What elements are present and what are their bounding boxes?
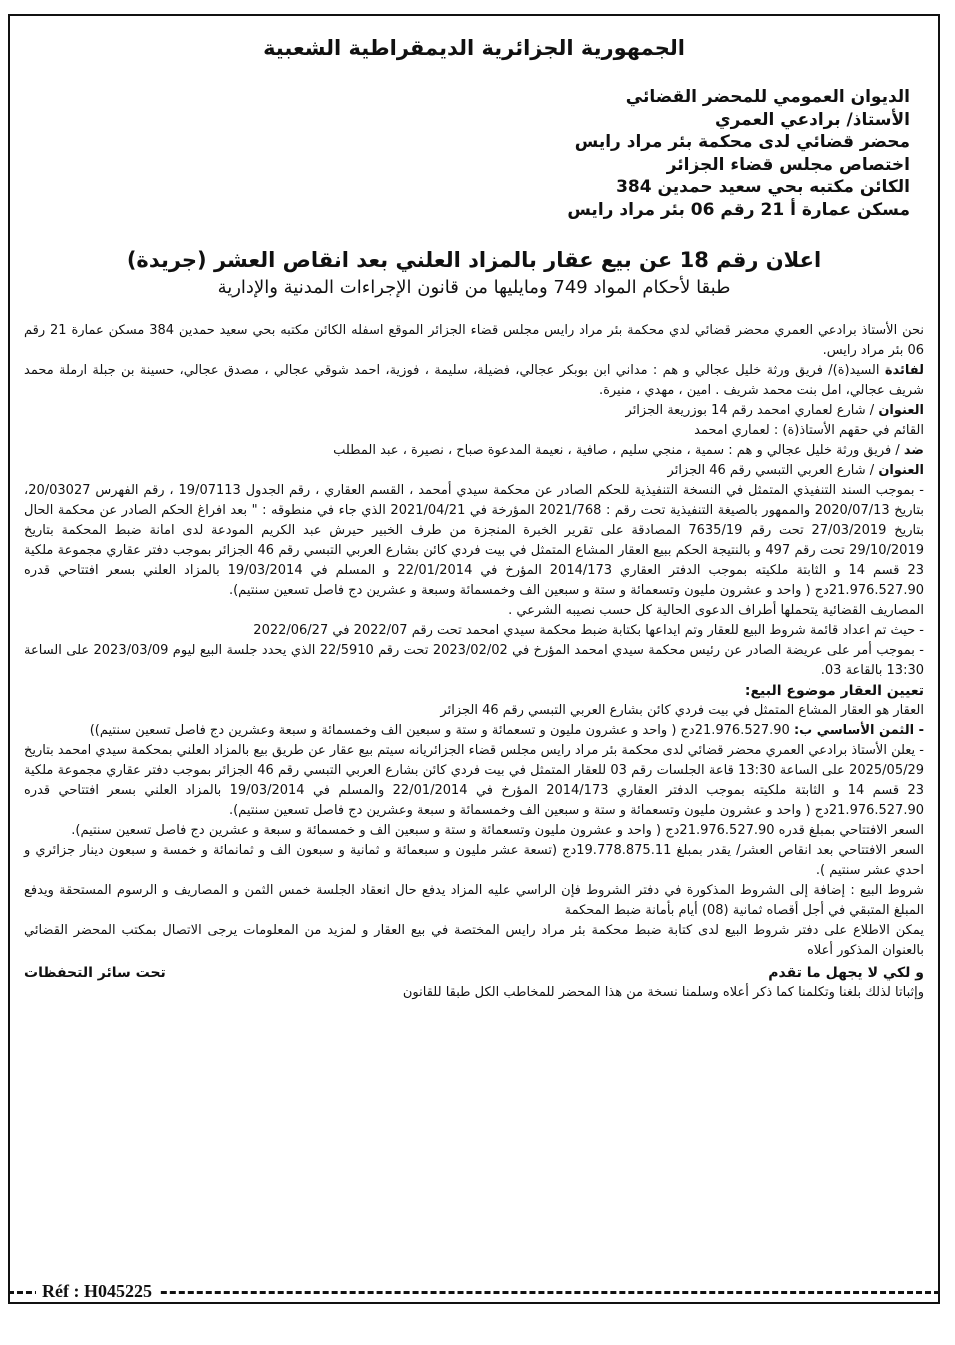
address-label: العنوان [878, 463, 924, 478]
document-content [24, 16, 924, 1302]
property-paragraph: العقار هو العقار المشاع المتمثل في بيت فردي كائن بشارع العربي التبسي رقم 46 الجزائر [440, 703, 924, 718]
republic-heading: الجمهورية الجزائرية الديمقراطية الشعبية [263, 36, 685, 60]
consultation-paragraph: يمكن الاطلاع على دفتر شروط البيع لدى كتابة ضبط محكمة بئر مراد رايس المختصة في بيع العقار و لمزيد من المعلومات يرجى الاتصال بمكتب المحضر القضائي بالعنوان المذكور أعلاه [24, 923, 924, 958]
announcement-subtitle: طبقا لأحكام المواد 749 ومايليها من قانون الإجراءات المدنية والإدارية [217, 277, 731, 298]
beneficiary-text: السيد(ة)/ فريق ورثة خليل عجالي و هم : مداني ابن بوبكر عجالي، فضيلة، سليمة ، فوزية، احمد شوقي عجالي ، مصدق عجالي، حسينة بن جبلة ارملة محمد شريف عجالي، امل بنت محمد شريف . امين ، مهدي ، منيرة. [24, 363, 924, 398]
sale-conditions-paragraph: شروط البيع : إضافة إلى الشروط المذكورة في دفتر الشروط فإن الراسي عليه المزاد يدفع حال انعقاد الجلسة خمس الثمن و المصاريف و الرسوم المستحقة ويدفع المبلغ المتبقي في أجل أقصاه ثمانية (08) أيام بأمانة ضبط المحكمة [24, 883, 924, 918]
announcement-body [24, 321, 924, 1003]
header-line: محضر قضائي لدى محكمة بئر مراد رايس [574, 132, 910, 152]
header-line: مسكن عمارة أ 21 رقم 06 بئر مراد رايس [567, 199, 910, 220]
address-text: / شارع العربي التبسي رقم 46 الجزائر [667, 463, 875, 478]
reduced-price-paragraph: السعر الافتتاحي بعد انقاص العشر/ يقدر بمبلغ 19.778.875.11دج (تسعة عشر مليون و سبعمائة و ثمانية و سبعون الف و ثمانمائة و خمسة و سبعون دينار جزائري و احدي عشر سنتيم ). [24, 843, 924, 878]
base-price-text: 21.976.527.90دج ( واحد و عشرون مليون و تسعمائة و ستة و سبعين الف وخمسمائة و سبعة وعشرين دج فاصل تسعين سنتيم)) [89, 723, 790, 738]
header-line: الديوان العمومي للمحضر القضائي [625, 87, 910, 107]
against-text: / فريق ورثة خليل عجالي و هم : سمية ، منجي سليم ، صافية ، نعيمة المدعوة صباح ، نصيرة ، عبد المطلب [333, 443, 900, 458]
header-line: الأستاذ/ برادعي العمري [715, 109, 910, 130]
reference-number: Réf : H045225 [36, 1281, 158, 1302]
intro-paragraph: نحن الأستاذ برادعي العمري محضر قضائي لدي محكمة بئر مراد رايس مجلس قضاء الجزائر الموقع اسفله الكائن مكتبه بحي سعيد حمدين 384 مسكن عمارة 21 رقم 06 بئر مراد رايس. [24, 323, 924, 358]
property-subheading: تعيين العقار موضوع البيع: [744, 683, 924, 699]
order-paragraph: - بموجب أمر على عريضة الصادر عن رئيس محكمة سيدي امحمد المؤرخ في 2023/02/02 تحت رقم 22/5910 الذي يحدد جلسة البيع ليوم 2023/03/09 على الساعة 13:30 بالقاعة 03. [24, 643, 924, 678]
opening-price-paragraph: السعر الافتتاحي بمبلغ قدره 21.976.527.90دج ( واحد و عشرون مليون وتسعمائة و ستة و سبعين الف و خمسمائة و سبعة و عشرين دج فاصل تسعين سنتيم). [71, 823, 924, 838]
against-paragraph [24, 441, 924, 461]
against-label: ضد [903, 443, 924, 458]
announcement-title: اعلان رقم 18 عن بيع عقار بالمزاد العلني بعد انقاص العشر (جريدة) [126, 248, 822, 272]
final-paragraph: وإثباتا لذلك بلغنا وتكلمنا كما ذكر أعلاه وسلمنا نسخة من هذا المحضر للمخاطب الكل طبقا للقانون [402, 985, 924, 1000]
sale-announcement-paragraph: - يعلن الأستاذ برادعي العمري محضر قضائي لدى محكمة بئر مراد رايس مجلس قضاء الجزائريانه سيتم بيع عقار عن طريق بيع بالمزاد العلني بمحكمة سيدي امحمد بتاريخ 2025/05/29 على الساعة 13:30 قاعة الجلسات رقم 03 للعقار المتمثل في بيت فردي كائن بشارع العربي التبسي رقم 46 الجزائر بموجب دفتر عقاري مجموعة ملكية 23 قسم 14 و الثابتة ملكيته بموجب الدفتر العقاري 2014/173 المؤرخ في 22/01/2014 والمسلم في 19/03/2014 بالمزاد العلني بسعر افتتاحي قدره 21.976.527.90دج ( واحد و عشرون مليون وتسعمائة و ستة و سبعين الف وخمسمائة و سبعة وعشرين دج فاصل تسعين سنتيم). [24, 743, 925, 818]
judgment-paragraph: - بموجب السند التنفيذي المتمثل في النسخة التنفيذية للحكم الصادر عن محكمة سيدي أمحمد ، القسم العقاري ، رقم الجدول 19/07113 ، رقم الفهرس 20/03027، بتاريخ 2020/07/13 والممهور بالصيغة التنفيذية تحت رقم : 2021/768 المؤرخة في 2021/04/21 الذي جاء في منطوقه : " بعد افراغ الحكم الصادر عن محكمة الحال بتاريخ 27/03/2019 تحت رقم 7635/19 المصادقة على تقرير الخبرة المنجزة من طرف الخبير حيرش عبد الكريم المودعة لدى امانة ضبط المحكمة بتاريخ 29/10/2019 تحت رقم 497 و بالنتيجة الحكم ببيع العقار المشاع المتمثل في بيت فردي كائن بشارع العربي التبسي رقم 46 الجزائر بموجب دفتر عقاري مجموعة ملكية 23 قسم 14 و الثابتة ملكيته بموجب الدفتر العقاري 2014/173 المؤرخ في 22/01/2014 و المسلم في 19/03/2014 بالمزاد العلني بسعر افتتاحي قدره 21.976.527.90دج ( واحد و عشرون مليون وتسعمائة و ستة و سبعين الف وخمسمائة وسبعة و عشرين دج فاصل تسعين سنتيم). [24, 483, 925, 598]
reservations-notice: تحت سائر التحفظات [24, 965, 166, 981]
base-price-paragraph [24, 721, 924, 741]
beneficiary-paragraph [24, 361, 924, 401]
beneficiary-label: لفائدة [884, 363, 924, 378]
address-paragraph [24, 461, 924, 481]
header-line: اختصاص مجلس قضاء الجزائر [666, 154, 910, 175]
closing-row [24, 963, 924, 983]
bailiff-header [24, 86, 924, 221]
base-price-label: - الثمن الأساسي ب: [793, 723, 924, 738]
document-frame [8, 14, 940, 1304]
announcement-title-block [24, 245, 924, 301]
closing-notice: و لكي لا يجهل ما تقدم [768, 965, 924, 981]
header-line: الكائن مكتبه بحي سعيد حمدين 384 [616, 177, 910, 197]
address-text: / شارع لعماري امحمد رقم 14 بوزريعة الجزائر [625, 403, 875, 418]
costs-paragraph: المصاريف القضائية يتحملها أطراف الدعوى الحالية كل حسب نصيبه الشرعي . [508, 603, 924, 618]
address-paragraph [24, 401, 924, 421]
representative-paragraph: القائم في حقهم الأستاذ(ة) : لعماري امحمد [694, 423, 924, 438]
conditions-list-paragraph: - حيث تم اعداد قائمة شروط البيع للعقار وتم ايداعها بكتابة ضبط محكمة سيدي امحمد تحت رقم 2022/07 في 2022/06/27 [253, 623, 924, 638]
address-label: العنوان [878, 403, 924, 418]
